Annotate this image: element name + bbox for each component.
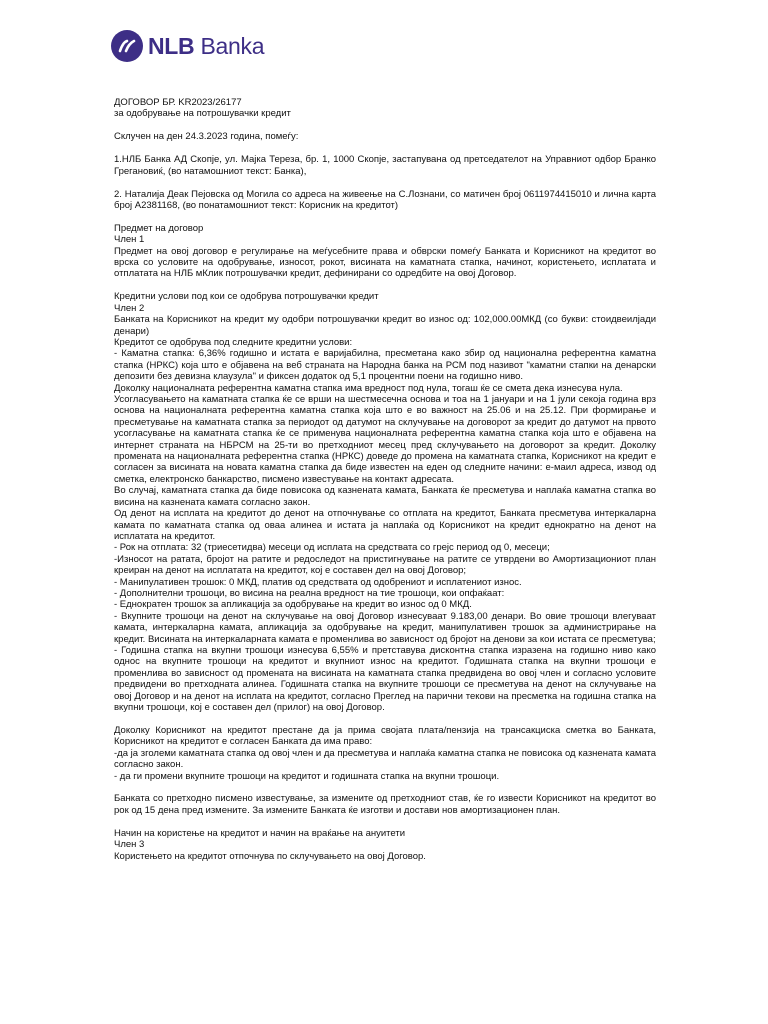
contract-number: ДОГОВОР БР. KR2023/26177 xyxy=(114,97,242,108)
paragraph: - Каматна стапка: 6,36% годишно и истата е варијабилна, пресметана како збир од национална референтна каматна стапка (НРКС) која што е објавена на веб страната на Народна банка на РСМ под називот "каматни стапки на денарски депозити без девизна клаузула" и фиксен додаток од 5,1 процентни поени на годишно ниво. xyxy=(114,348,656,383)
section-1-title: Предмет на договор xyxy=(114,222,204,234)
paragraph: - Вкупните трошоци на денот на склучување на овој Договор изнесуваат 9.183,00 денари. Во овие трошоци влегуваат камата, интеркаларна камата, апликација за одобрување на кредит, манипулативен трошок за администрирање на кредит. Висината на интеркаларната камата е променлива во зависност од бројот на денови за кои истата се пресметува; xyxy=(114,610,656,645)
paragraph: - Манипулативен трошок: 0 МКД, платив од средствата од одобрениот и исплатениот износ. xyxy=(114,576,522,588)
party-borrower: 2. Наталија Деак Пејовска од Могила со адреса на живеење на С.Лознани, со матичен број 0611974415010 и лична карта број A2381168, (во понатамошниот текст: Корисник на кредитот) xyxy=(114,188,656,211)
section-2-article: Член 2 xyxy=(114,302,145,314)
paragraph: Банката со претходно писмено известување, за измените од претходниот став, ќе го извести Корисникот на кредитот во рок од 15 дена пред измените. За измените Банката ќе изготви и достави нов амортизационен план. xyxy=(114,793,656,816)
paragraph: - Еднократен трошок за апликација за одобрување на кредит во износ од 0 МКД. xyxy=(114,599,472,611)
concluded-date: Склучен на ден 24.3.2023 година, помеѓу: xyxy=(114,131,299,143)
contract-subtitle: за одобрување на потрошувачки кредит xyxy=(114,108,291,120)
section-2-title: Кредитни услови под кои се одобрува потрошувачки кредит xyxy=(114,291,379,303)
paragraph: Банката на Корисникот на кредит му одобри потрошувачки кредит во износ од: 102,000.00МКД (со букви: стоидвеилјади денари) xyxy=(114,314,656,337)
logo-text: NLB Banka xyxy=(148,32,265,59)
paragraph: Доколку Корисникот на кредитот престане да ја прима својата плата/пензија на трансакциска сметка во Банката, Корисникот на кредитот е согласен Банката да има право: xyxy=(114,724,656,748)
paragraph: - да ги промени вкупните трошоци на кредитот и годишната стапка на вкупни трошоци. xyxy=(114,770,500,782)
section-3-title: Начин на користење на кредитот и начин на враќање на ануитети xyxy=(114,827,406,839)
paragraph: - Годишна стапка на вкупни трошоци изнесува 6,55% и претставува дисконтна стапка изразена на годишно ниво како однос на вкупните трошоци на кредитот и вкупниот износ на кредитот. Годишната стапка на вкупни трошоци е променлива во зависност од промената на висината на каматната стапка предвидена во овој член и согласно условите предвидени во претходната алинеа. Годишната стапка на вкупните трошоци се пресметува на денот на склучување на овој Договор и на денот на исплата на кредитот, согласно Преглед на парични текови на пресметка на годишна стапка на вкупни трошоци, кој е составен дел (прилог) на овој Договор. xyxy=(114,644,656,713)
paragraph: -да ја зголеми каматната стапка од овој член и да пресметува и наплаќа каматна стапка не повисока од казнената камата согласно закон. xyxy=(114,747,656,771)
paragraph: Усогласувањето на каматната стапка ќе се врши на шестмесечна основа и тоа на 1 јануари и на 1 јули секоја година врз основа на националната референтна каматна стапка која што е во важност на 25.06 и на 25.12. При формирање и пресметување на каматната стапка за периодот од датумот на склучување на договорот за кредит до датумот на првото усогласување на каматната стапка ќе се применува националната референтна каматна стапка која што е објавена на интернет страната на НБРСМ на 25-ти во претходниот месец пред склучувањето на договорот за кредит. Доколку промената на националната референтна стапка (НРКС) доведе до промена на каматната стапка, Корисникот на кредит е согласен за висината на новата каматна стапка да биде известен на еден од следните начини: е-маил адреса, извод од сметка, електронско банкарство, писмено известување на контакт адресата. xyxy=(114,394,656,485)
party-bank: 1.НЛБ Банка АД Скопје, ул. Мајка Тереза, бр. 1, 1000 Скопје, застапувана од претседателот на Управниот одбор Бранко Грегановиќ, (во натамошниот текст: Банка), xyxy=(114,154,656,177)
paragraph: Кредитот се одобрува под следните кредитни услови: xyxy=(114,337,353,348)
nlb-banka-logo xyxy=(111,29,264,63)
section-3-article: Член 3 xyxy=(114,839,145,851)
paragraph: Во случај, каматната стапка да биде повисока од казнената камата, Банката ќе пресметува и наплаќа каматна стапка во висина на казнената камата согласно закон. xyxy=(114,485,656,508)
paragraph: - Дополнителни трошоци, во висина на реална вредност на тие трошоци, кои опфаќаат: xyxy=(114,587,505,599)
section-1-article: Член 1 xyxy=(114,234,145,246)
section-3-text: Користењето на кредитот отпочнува по склучувањето на овој Договор. xyxy=(114,850,426,862)
paragraph: - Рок на отплата: 32 (триесетидва) месеци од исплата на средствата со грејс период од 0, месеци; xyxy=(114,542,550,554)
section-1-text: Предмет на овој договор е регулирање на меѓусебните права и обврски помеѓу Банката и Корисникот на кредитот во врска со условите на одобрување, износот, рокот, висината на каматната стапка, начинот, користењето, исплатата и отплатата на НЛБ мКлик потрошувачки кредит, дефинирани со одредбите на овој Договор. xyxy=(114,245,656,280)
nlb-circle-logo-icon xyxy=(111,30,143,62)
paragraph: Од денот на исплата на кредитот до денот на отпочнување со отплата на кредитот, Банката пресметува интеркаларна камата по каматната стапка од оваа алинеа и истата ја наплаќа од Корисникот на кредит еднократно на денот на исплатата на кредитот. xyxy=(114,508,656,542)
contract-body xyxy=(114,97,656,862)
paragraph: Доколку националната референтна каматна стапка има вредност под нула, тогаш ќе се смета дека изнесува нула. xyxy=(114,382,623,394)
paragraph: -Износот на ратата, бројот на ратите и редоследот на пристигнување на ратите се утврдени во Амортизациониот план креиран на денот на исплатата на кредитот, кој е составен дел на овој Договор; xyxy=(114,553,656,577)
